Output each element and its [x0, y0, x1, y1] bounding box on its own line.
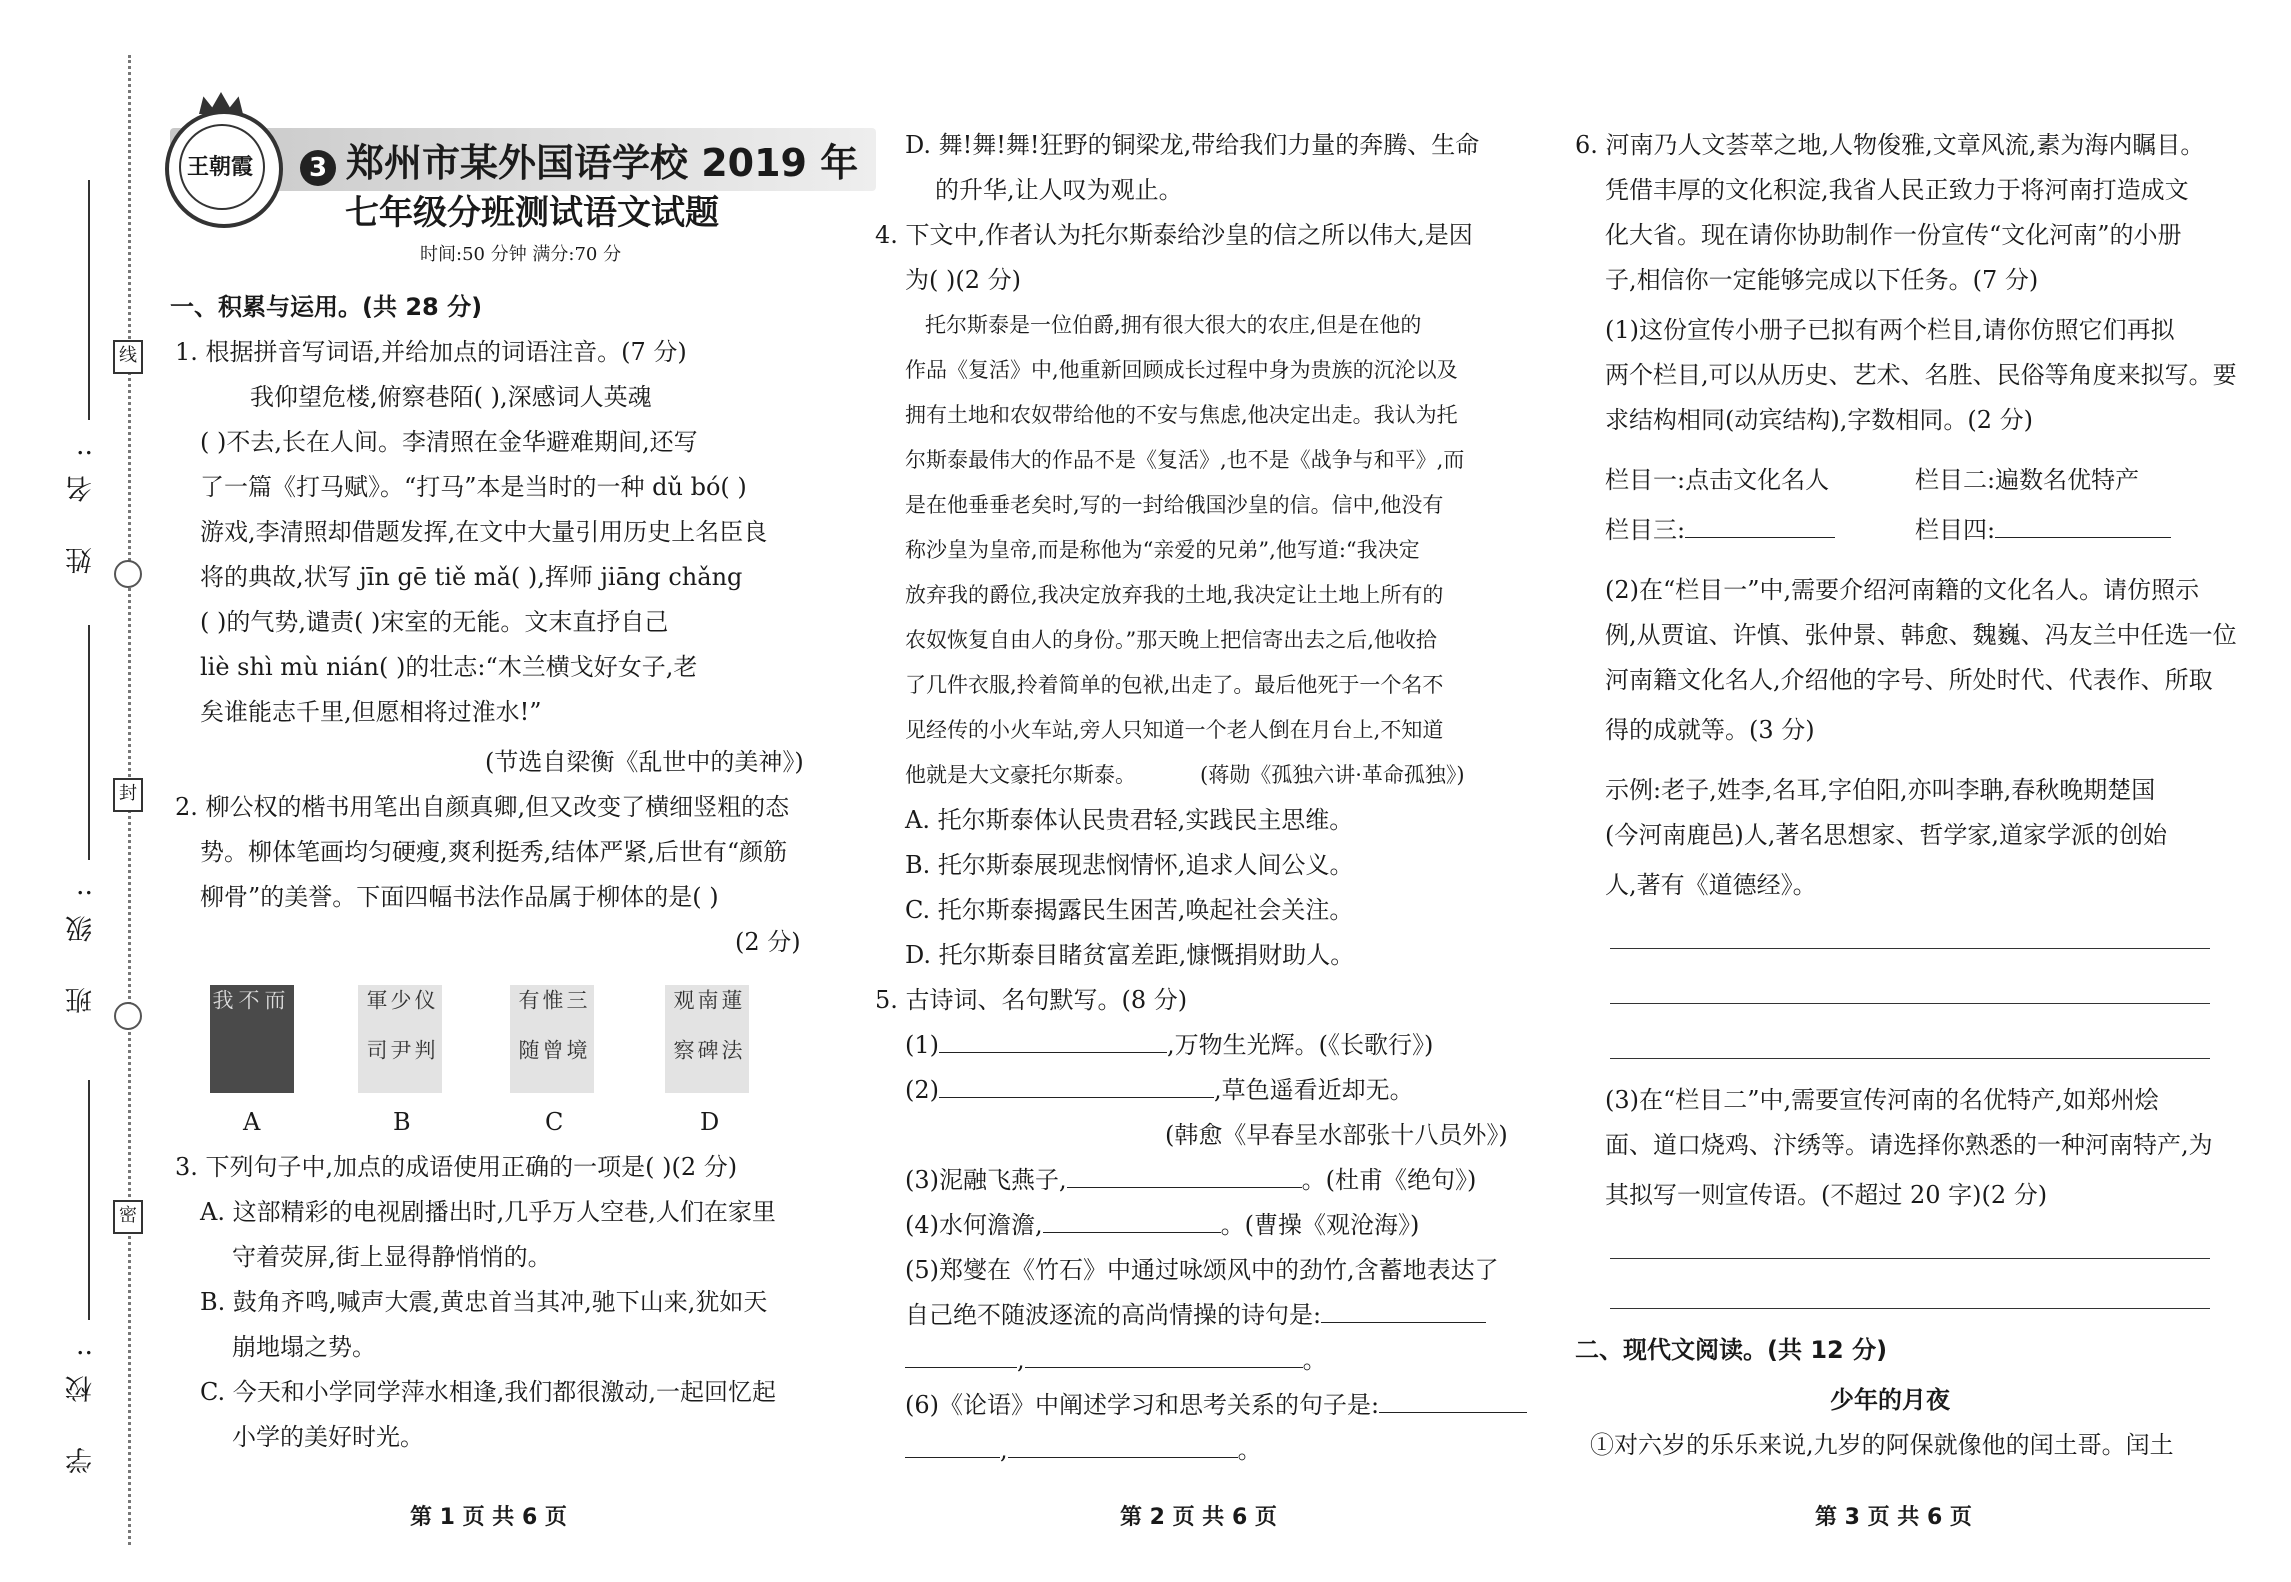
question-2: 2. 柳公权的楷书用笔出自颜真卿,但又改变了横细竖粗的态	[175, 793, 790, 821]
q6-part-2-line: 得的成就等。(3 分)	[1605, 716, 1815, 744]
answer-blank[interactable]	[939, 1073, 1214, 1098]
q3-option-b: B. 鼓角齐鸣,喊声大震,黄忠首当其冲,驰下山来,犹如天	[200, 1288, 768, 1316]
school-label: 学 校:	[66, 1330, 97, 1474]
example-line: 示例:老子,姓李,名耳,字伯阳,亦叫李聃,春秋晚期楚国	[1605, 776, 2156, 804]
q6-part-1-line: 求结构相同(动宾结构),字数相同。(2 分)	[1605, 406, 2033, 434]
page-2-footer: 第 2 页 共 6 页	[1120, 1505, 1277, 1530]
section-1-heading: 一、积累与运用。(共 28 分)	[170, 293, 483, 321]
q6-part-1-line: 两个栏目,可以从历史、艺术、名胜、民俗等角度来拟写。要	[1605, 361, 2237, 389]
option-b-label: B	[393, 1108, 411, 1136]
name-label: 姓 名:	[66, 430, 97, 574]
answer-blank[interactable]	[1025, 1343, 1303, 1368]
q1-line: 将的典故,状写 jīn gē tiě mǎ( ),挥师 jiāng chǎng	[200, 563, 743, 591]
seal-mark-mi: 密	[113, 1200, 143, 1234]
question-1: 1. 根据拼音写词语,并给加点的词语注音。(7 分)	[175, 338, 687, 366]
page-3-footer: 第 3 页 共 6 页	[1815, 1505, 1972, 1530]
option-d-label: D	[700, 1108, 720, 1136]
answer-line[interactable]	[1610, 1058, 2210, 1059]
passage-line: 拥有土地和农奴带给他的不安与焦虑,他决定出走。我认为托	[905, 403, 1458, 427]
q3-option-d: D. 舞!舞!舞!狂野的铜梁龙,带给我们力量的奔腾、生命	[905, 131, 1480, 159]
column-one: 栏目一:点击文化名人	[1605, 466, 1830, 494]
passage-line: 称沙皇为皇帝,而是称他为“亲爱的兄弟”,他写道:“我决定	[905, 538, 1420, 562]
q1-line: ( )的气势,谴责( )宋室的无能。文末直抒自己	[200, 608, 669, 636]
q5-item-6-blanks: , 。	[905, 1433, 1262, 1467]
q5-item-5: (5)郑燮在《竹石》中通过咏颂风中的劲竹,含蓄地表达了	[905, 1256, 1499, 1284]
q2-line: 柳骨”的美誉。下面四幅书法作品属于柳体的是( )	[200, 883, 719, 911]
q2-line: 势。柳体笔画均匀硬瘦,爽利挺秀,结体严紧,后世有“颜筋	[200, 838, 788, 866]
logo-text: 王朝霞	[187, 154, 254, 180]
answer-blank[interactable]	[1379, 1388, 1527, 1413]
q5-item-4: (4)水何澹澹, 。(曹操《观沧海》)	[905, 1208, 1419, 1242]
answer-blank[interactable]	[1008, 1433, 1238, 1458]
page-3	[1575, 0, 2237, 1582]
page-1	[165, 0, 815, 1582]
q6-part-3-line: 其拟写一则宣传语。(不超过 20 字)(2 分)	[1605, 1181, 2048, 1209]
calligraphy-sample-a: 而 不 我	[210, 985, 294, 1093]
seal-mark-xian: 线	[113, 340, 143, 374]
passage-line: 他就是大文豪托尔斯泰。	[905, 763, 1136, 787]
page-2	[875, 0, 1525, 1582]
reading-title: 少年的月夜	[1830, 1386, 1950, 1414]
question-4: 4. 下文中,作者认为托尔斯泰给沙皇的信之所以伟大,是因	[875, 221, 1473, 249]
q6-line: 凭借丰厚的文化积淀,我省人民正致力于将河南打造成文	[1605, 176, 2189, 204]
binding-sidebar	[0, 0, 150, 1582]
q6-part-3: (3)在“栏目二”中,需要宣传河南的名优特产,如郑州烩	[1605, 1086, 2159, 1114]
column-two: 栏目二:遍数名优特产	[1915, 466, 2140, 494]
q3-option-a-cont: 守着荧屏,街上显得静悄悄的。	[232, 1243, 552, 1271]
example-line: (今河南鹿邑)人,著名思想家、哲学家,道家学派的创始	[1605, 821, 2167, 849]
question-6: 6. 河南乃人文荟萃之地,人物俊雅,文章风流,素为海内瞩目。	[1575, 131, 2205, 159]
q1-line: 了一篇《打马赋》。“打马”本是当时的一种 dǔ bó( )	[200, 473, 747, 501]
q1-source: (节选自梁衡《乱世中的美神》)	[485, 748, 804, 776]
option-c-label: C	[545, 1108, 564, 1136]
q6-part-2: (2)在“栏目一”中,需要介绍河南籍的文化名人。请仿照示	[1605, 576, 2200, 604]
q5-item-3: (3)泥融飞燕子, 。(杜甫《绝句》)	[905, 1163, 1476, 1197]
q5-item-6: (6)《论语》中阐述学习和思考关系的句子是:	[905, 1388, 1527, 1422]
question-3: 3. 下列句子中,加点的成语使用正确的一项是( )(2 分)	[175, 1153, 738, 1181]
q4-option-a: A. 托尔斯泰体认民贵君轻,实践民主思维。	[905, 806, 1354, 834]
passage-source: (蒋勋《孤独六讲·革命孤独》)	[1200, 763, 1465, 787]
q4-option-b: B. 托尔斯泰展现悲悯情怀,追求人间公义。	[905, 851, 1354, 879]
section-2-heading: 二、现代文阅读。(共 12 分)	[1575, 1336, 1888, 1364]
q5-item-5-cont: 自己绝不随波逐流的高尚情操的诗句是:	[905, 1298, 1486, 1332]
q3-option-b-cont: 崩地塌之势。	[232, 1333, 376, 1361]
seal-mark-feng: 封	[113, 778, 143, 812]
calligraphy-sample-c: 三 惟 有 境 曾 随	[510, 985, 594, 1093]
passage-line: 了几件衣服,拎着简单的包袱,出走了。最后他死于一个名不	[905, 673, 1444, 697]
answer-blank[interactable]	[1995, 513, 2171, 538]
class-field[interactable]	[88, 625, 90, 860]
calligraphy-sample-b: 仪 少 軍 判 尹 司	[358, 985, 442, 1093]
school-field[interactable]	[88, 1080, 90, 1320]
passage-line: 放弃我的爵位,我决定放弃我的土地,我决定让土地上所有的	[905, 583, 1444, 607]
column-four: 栏目四:	[1915, 513, 2171, 547]
answer-blank[interactable]	[1067, 1163, 1302, 1188]
question-5: 5. 古诗词、名句默写。(8 分)	[875, 986, 1188, 1014]
passage-line: 作品《复活》中,他重新回顾成长过程中身为贵族的沉沦以及	[905, 358, 1458, 382]
answer-line[interactable]	[1610, 1003, 2210, 1004]
q5-item-1: (1) ,万物生光辉。(《长歌行》)	[905, 1028, 1433, 1062]
answer-blank[interactable]	[1685, 513, 1835, 538]
option-a-label: A	[243, 1108, 261, 1136]
q6-part-3-line: 面、道口烧鸡、汴绣等。请选择你熟悉的一种河南特产,为	[1605, 1131, 2213, 1159]
answer-line[interactable]	[1610, 948, 2210, 949]
exam-number-badge: 3	[300, 150, 336, 186]
binding-hole-icon	[114, 560, 142, 588]
q6-line: 子,相信你一定能够完成以下任务。(7 分)	[1605, 266, 2039, 294]
q4-option-c: C. 托尔斯泰揭露民生困苦,唤起社会关注。	[905, 896, 1354, 924]
q2-score: (2 分)	[735, 928, 801, 956]
q4-option-d: D. 托尔斯泰目睹贫富差距,慷慨捐财助人。	[905, 941, 1355, 969]
answer-line[interactable]	[1610, 1258, 2210, 1259]
q1-line: 矣谁能志千里,但愿相将过淮水!”	[200, 698, 542, 726]
passage-line: 托尔斯泰是一位伯爵,拥有很大很大的农庄,但是在他的	[925, 313, 1422, 337]
q1-line: ( )不去,长在人间。李清照在金华避难期间,还写	[200, 428, 698, 456]
q4-line: 为( )(2 分)	[905, 266, 1021, 294]
q5-item-5-blanks: , 。	[905, 1343, 1327, 1377]
passage-line: 农奴恢复自由人的身份。”那天晚上把信寄出去之后,他收拾	[905, 628, 1437, 652]
passage-line: 见经传的小火车站,旁人只知道一个老人倒在月台上,不知道	[905, 718, 1444, 742]
answer-line[interactable]	[1610, 1308, 2210, 1309]
passage-line: 是在他垂垂老矣时,写的一封给俄国沙皇的信。信中,他没有	[905, 493, 1444, 517]
column-three: 栏目三:	[1605, 513, 1835, 547]
q3-option-d-cont: 的升华,让人叹为观止。	[935, 176, 1183, 204]
q6-line: 化大省。现在请你协助制作一份宣传“文化河南”的小册	[1605, 221, 2182, 249]
q5-item-2-source: (韩愈《早春呈水部张十八员外》)	[1165, 1121, 1508, 1149]
answer-blank[interactable]	[905, 1433, 1000, 1458]
q1-line: liè shì mù nián( )的壮志:“木兰横戈好女子,老	[200, 653, 698, 681]
q3-option-c-cont: 小学的美好时光。	[232, 1423, 424, 1451]
answer-blank[interactable]	[1043, 1208, 1221, 1233]
answer-blank[interactable]	[1321, 1298, 1486, 1323]
name-field[interactable]	[88, 180, 90, 420]
q1-line: 游戏,李清照却借题发挥,在文中大量引用历史上名臣良	[200, 518, 768, 546]
q1-line: 我仰望危楼,俯察巷陌( ),深感词人英魂	[250, 383, 652, 411]
exam-meta: 时间:50 分钟 满分:70 分	[420, 244, 622, 265]
answer-blank[interactable]	[905, 1343, 1017, 1368]
q6-part-1: (1)这份宣传小册子已拟有两个栏目,请你仿照它们再拟	[1605, 316, 2175, 344]
q6-part-2-line: 例,从贾谊、许慎、张仲景、韩愈、魏巍、冯友兰中任选一位	[1605, 621, 2237, 649]
title-line-1: 郑州市某外国语学校 2019 年	[346, 141, 859, 185]
calligraphy-sample-d: 蓮 南 观 法 碑 察	[665, 985, 749, 1093]
example-line: 人,著有《道德经》。	[1605, 871, 1817, 899]
reading-paragraph: ①对六岁的乐乐来说,九岁的阿保就像他的闰土哥。闰土	[1590, 1431, 2174, 1459]
binding-hole-icon	[114, 1002, 142, 1030]
page-1-footer: 第 1 页 共 6 页	[410, 1505, 567, 1530]
title-line-2: 七年级分班测试语文试题	[345, 193, 719, 233]
class-label: 班 级:	[66, 870, 97, 1014]
answer-blank[interactable]	[939, 1028, 1167, 1053]
passage-line: 尔斯泰最伟大的作品不是《复活》,也不是《战争与和平》,而	[905, 448, 1465, 472]
q3-option-c: C. 今天和小学同学萍水相逢,我们都很激动,一起回忆起	[200, 1378, 777, 1406]
q3-option-a: A. 这部精彩的电视剧播出时,几乎万人空巷,人们在家里	[200, 1198, 776, 1226]
q5-item-2: (2) ,草色遥看近却无。	[905, 1073, 1414, 1107]
q6-part-2-line: 河南籍文化名人,介绍他的字号、所处时代、代表作、所取	[1605, 666, 2213, 694]
